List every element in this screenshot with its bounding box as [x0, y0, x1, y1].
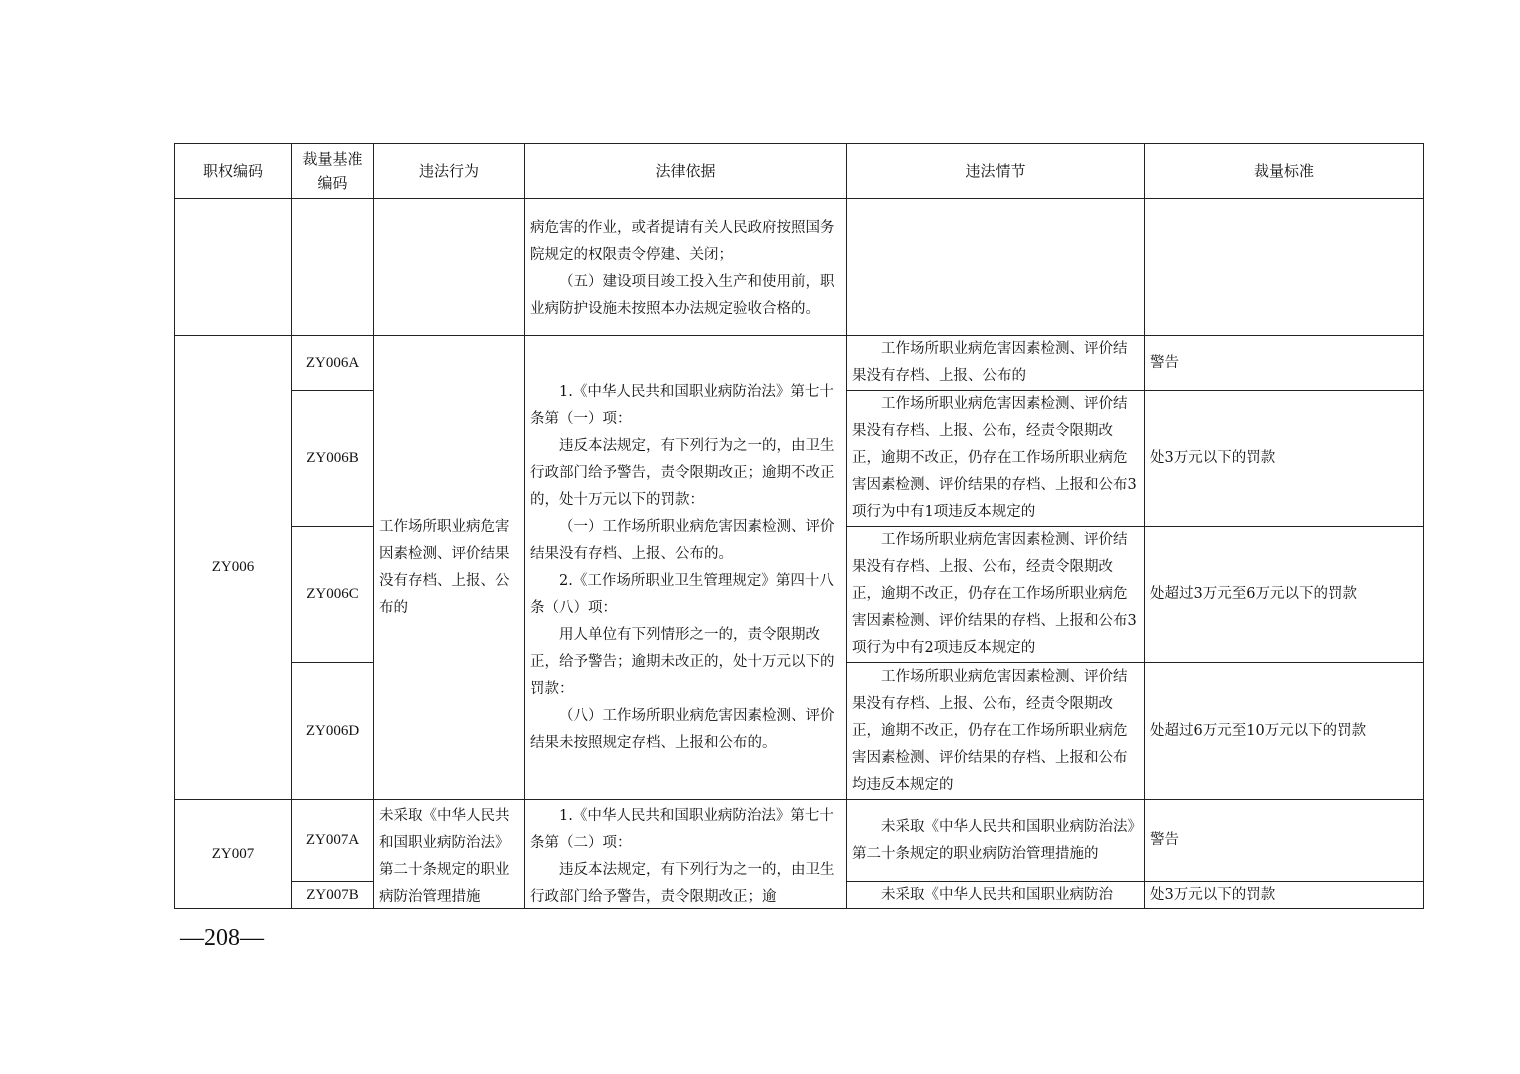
legal-basis-cell: [525, 199, 847, 336]
header-circumstances: 违法情节: [847, 144, 1145, 199]
discretion-code-cell: ZY006B: [292, 391, 374, 527]
authority-code-cell: ZY006: [175, 336, 292, 800]
standard-cell: [1145, 882, 1424, 909]
page-number: —208—: [180, 925, 264, 951]
header-authority-code: 职权编码: [175, 144, 292, 199]
legal-basis-text: 1.《中华人民共和国职业病防治法》第七十条第（二）项：: [530, 808, 834, 851]
standard-cell: 处3万元以下的罚款: [1145, 391, 1424, 527]
table-row: [175, 336, 1424, 391]
legal-basis-text: 违反本法规定，有下列行为之一的，由卫生行政部门给予警告，责令限期改正；逾: [530, 862, 835, 905]
empty-cell: [1145, 199, 1424, 336]
discretion-code-cell: ZY007A: [292, 800, 374, 882]
violation-cell: 工作场所职业病危害因素检测、评价结果没有存档、上报、公布的: [374, 336, 525, 800]
table-row-continued: [175, 199, 1424, 336]
empty-cell: [374, 199, 525, 336]
legal-basis-text: 违反本法规定，有下列行为之一的，由卫生行政部门给予警告，责令限期改正；逾期不改正的，处十万元以下的罚款：: [530, 437, 835, 508]
legal-basis-text: （一）工作场所职业病危害因素检测、评价结果没有存档、上报、公布的。: [530, 518, 835, 562]
discretion-code-cell: ZY006A: [292, 336, 374, 391]
standard-cell: 处超过6万元至10万元以下的罚款: [1145, 663, 1424, 800]
circumstance-cell: 工作场所职业病危害因素检测、评价结果没有存档、上报、公布，经责令限期改正，逾期不改正，仍存在工作场所职业病危害因素检测、评价结果的存档、上报和公布均违反本规定的: [847, 663, 1145, 800]
circumstance-cell: 工作场所职业病危害因素检测、评价结果没有存档、上报、公布，经责令限期改正，逾期不改正，仍存在工作场所职业病危害因素检测、评价结果的存档、上报和公布3项行为中有2项违反本规定的: [847, 527, 1145, 663]
empty-cell: [175, 199, 292, 336]
legal-basis-cell: [525, 336, 847, 800]
violation-text: 未采取《中华人民共和国职业病防治法》第二十条规定的职业病防治管理措施: [379, 808, 510, 905]
violation-cell: [374, 800, 525, 909]
standard-text: 处3万元以下的罚款: [1150, 887, 1276, 903]
discretion-standard-table: [174, 143, 1424, 909]
circumstance-cell: 未采取《中华人民共和国职业病防治法》第二十条规定的职业病防治管理措施的: [847, 800, 1145, 882]
legal-basis-text: 病危害的作业，或者提请有关人民政府按照国务院规定的权限责令停建、关闭；: [530, 220, 835, 263]
circumstance-cell: [847, 882, 1145, 909]
legal-basis-text: 用人单位有下列情形之一的，责令限期改正，给予警告；逾期未改正的，处十万元以下的罚款：: [530, 626, 835, 697]
circumstance-text: 未采取《中华人民共和国职业病防治: [881, 887, 1113, 903]
standard-cell: 警告: [1145, 800, 1424, 882]
discretion-code-cell: ZY006C: [292, 527, 374, 663]
header-row: [175, 144, 1424, 199]
table-row: [175, 800, 1424, 882]
standard-cell: 警告: [1145, 336, 1424, 391]
legal-basis-text: （五）建设项目竣工投入生产和使用前，职业病防护设施未按照本办法规定验收合格的。: [530, 274, 835, 317]
legal-basis-text: 2.《工作场所职业卫生管理规定》第四十八条（八）项：: [530, 572, 834, 616]
circumstance-cell: 工作场所职业病危害因素检测、评价结果没有存档、上报、公布，经责令限期改正，逾期不改正，仍存在工作场所职业病危害因素检测、评价结果的存档、上报和公布3项行为中有1项违反本规定的: [847, 391, 1145, 527]
legal-basis-cell: [525, 800, 847, 909]
empty-cell: [847, 199, 1145, 336]
empty-cell: [292, 199, 374, 336]
legal-basis-text: （八）工作场所职业病危害因素检测、评价结果未按照规定存档、上报和公布的。: [530, 707, 835, 751]
circumstance-cell: 工作场所职业病危害因素检测、评价结果没有存档、上报、公布的: [847, 336, 1145, 391]
discretion-code-cell: ZY006D: [292, 663, 374, 800]
header-standard: 裁量标准: [1145, 144, 1424, 199]
legal-basis-text: 1.《中华人民共和国职业病防治法》第七十条第（一）项：: [530, 383, 834, 427]
discretion-code-cell: ZY007B: [292, 882, 374, 909]
standard-cell: 处超过3万元至6万元以下的罚款: [1145, 527, 1424, 663]
header-violation: 违法行为: [374, 144, 525, 199]
header-legal-basis: 法律依据: [525, 144, 847, 199]
header-discretion-code: 裁量基准 编码: [292, 144, 374, 199]
authority-code-cell: ZY007: [175, 800, 292, 909]
